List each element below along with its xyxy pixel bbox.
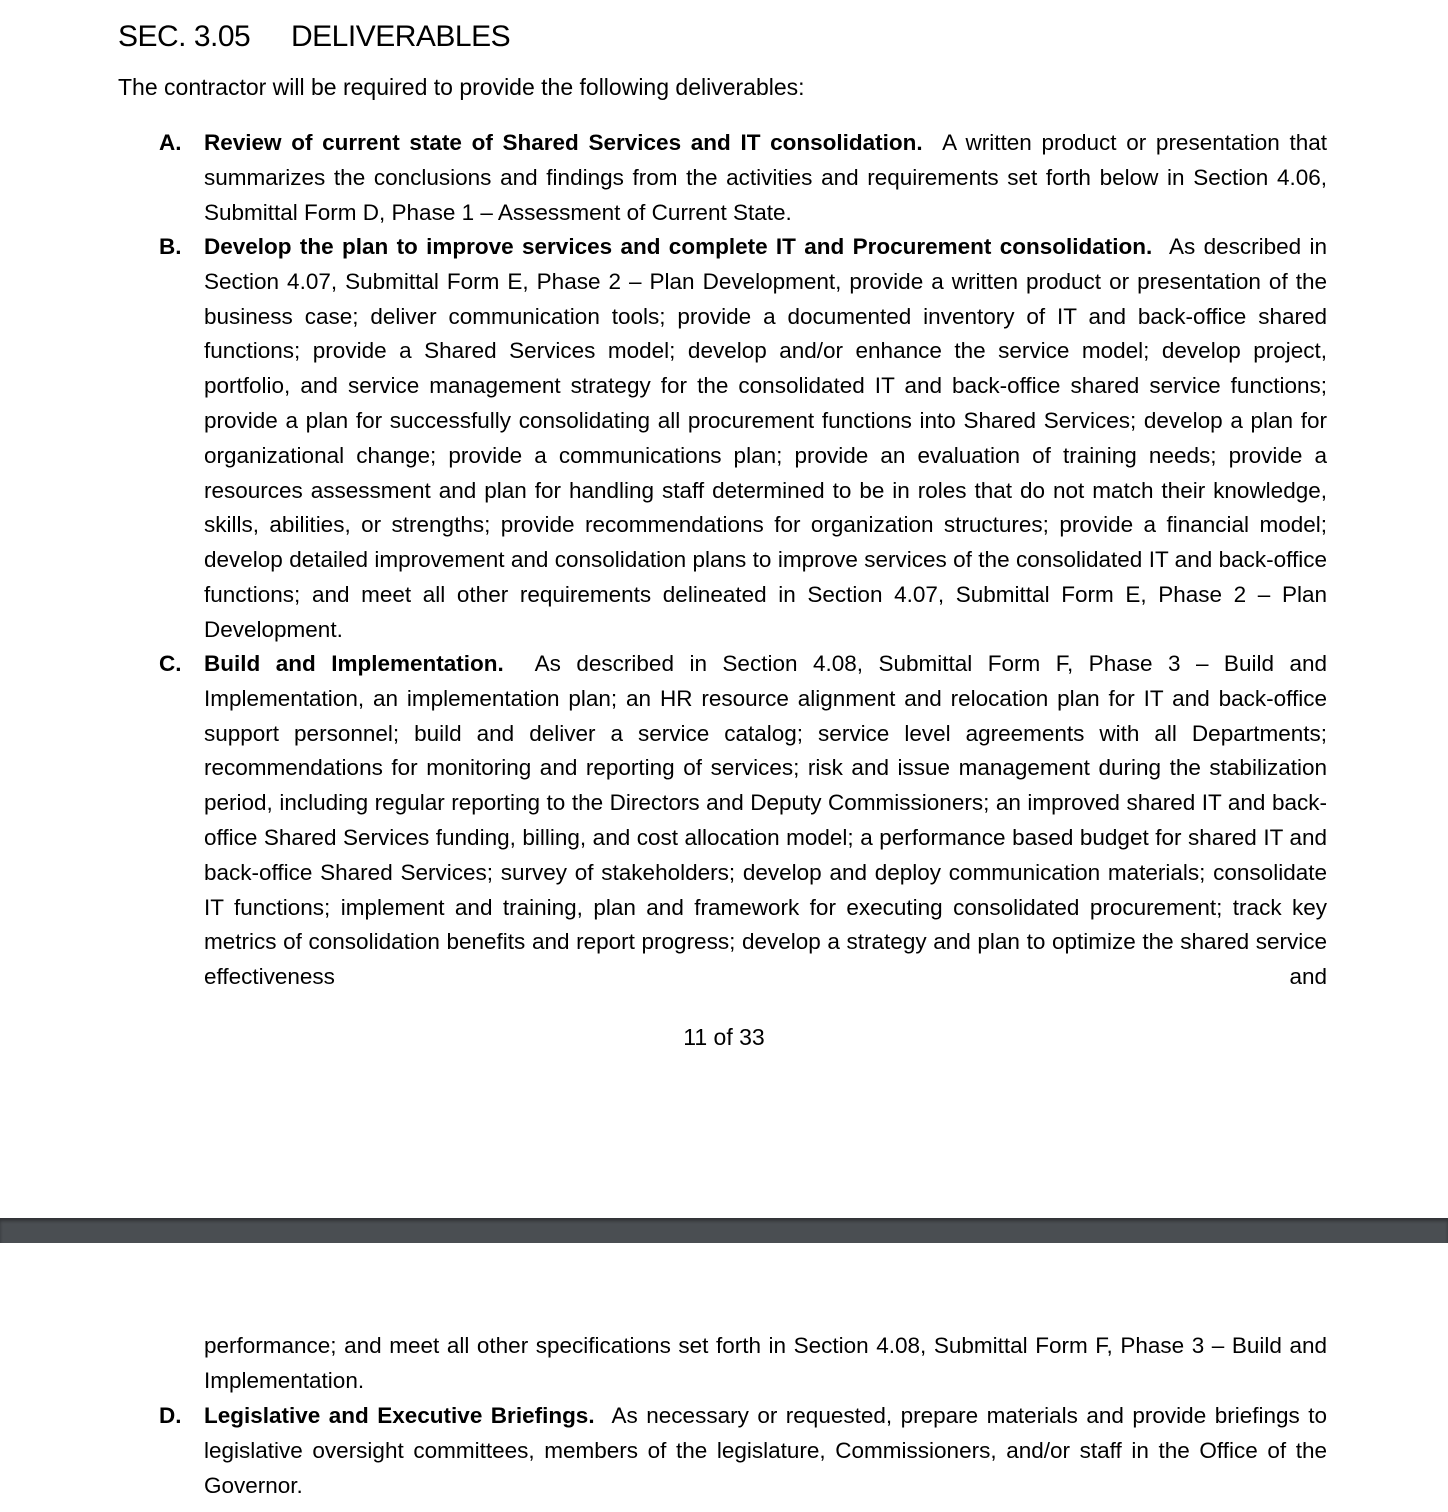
item-letter: B.: [159, 234, 182, 259]
item-heading: Legislative and Executive Briefings.: [204, 1403, 595, 1428]
item-letter: C.: [159, 651, 182, 676]
section-number: SEC. 3.05: [118, 20, 251, 53]
deliverable-item-a: [159, 126, 1327, 230]
item-heading: Review of current state of Shared Services and IT consolidation.: [204, 130, 923, 155]
section-intro: The contractor will be required to provide the following deliverables:: [118, 74, 805, 100]
document-page-12: [0, 1243, 1448, 1512]
section-heading: [118, 20, 510, 54]
item-text: As described in Section 4.08, Submittal Form F, Phase 3 – Build and Implementation, an implementation plan; an HR resource alignment and relocation plan for IT and back-office support personnel; build and deliver a service catalog; service level agreements with all Departments; recommendations for monitoring and reporting of services; risk and issue management during the stabilization period, including regular reporting to the Directors and Deputy Commissioners; an improved shared IT and back-office Shared Services funding, billing, and cost allocation model; a performance based budget for shared IT and back-office Shared Services; survey of stakeholders; develop and deploy communication materials; consolidate IT functions; implement and training, plan and framework for executing consolidated procurement; track key metrics of consolidation benefits and report progress; develop a strategy and plan to optimize the shared service effectiveness and: [204, 651, 1327, 990]
item-letter: D.: [159, 1403, 182, 1428]
item-letter: A.: [159, 130, 182, 155]
item-text: As described in Section 4.07, Submittal Form E, Phase 2 – Plan Development, provide a written product or presentation of the business case; deliver communication tools; provide a documented inventory of IT and back-office shared functions; provide a Shared Services model; develop and/or enhance the service model; develop project, portfolio, and service management strategy for the consolidated IT and back-office shared service functions; provide a plan for successfully consolidating all procurement functions into Shared Services; develop a plan for organizational change; provide a communications plan; provide an evaluation of training needs; provide a resources assessment and plan for handling staff determined to be in roles that do not match their knowledge, skills, abilities, or strengths; provide recommendations for organization structures; provide a financial model; develop detailed improvement and consolidation plans to improve services of the consolidated IT and back-office functions; and meet all other requirements delineated in Section 4.07, Submittal Form E, Phase 2 – Plan Development.: [204, 234, 1327, 642]
page-number: 11 of 33: [683, 1024, 765, 1050]
deliverable-item-c-continued: performance; and meet all other specifications set forth in Section 4.08, Submittal Form F, Phase 3 – Build and Implementation.: [204, 1333, 1327, 1393]
section-title: DELIVERABLES: [291, 20, 511, 53]
deliverable-item-c: [159, 647, 1327, 995]
item-text: A written product or presentation that summarizes the conclusions and findings from the activities and requirements set forth below in Section 4.06, Submittal Form D, Phase 1 – Assessment of Current State.: [204, 130, 1327, 225]
deliverable-item-b: [159, 230, 1327, 648]
item-heading: Develop the plan to improve services and complete IT and Procurement consolidation.: [204, 234, 1153, 259]
item-text: As necessary or requested, prepare materials and provide briefings to legislative oversight committees, members of the legislature, Commissioners, and/or staff in the Office of the Governor.: [204, 1403, 1327, 1498]
deliverable-item-d: [159, 1399, 1327, 1503]
page-break-divider: [0, 1218, 1448, 1243]
item-heading: Build and Implementation.: [204, 651, 504, 676]
